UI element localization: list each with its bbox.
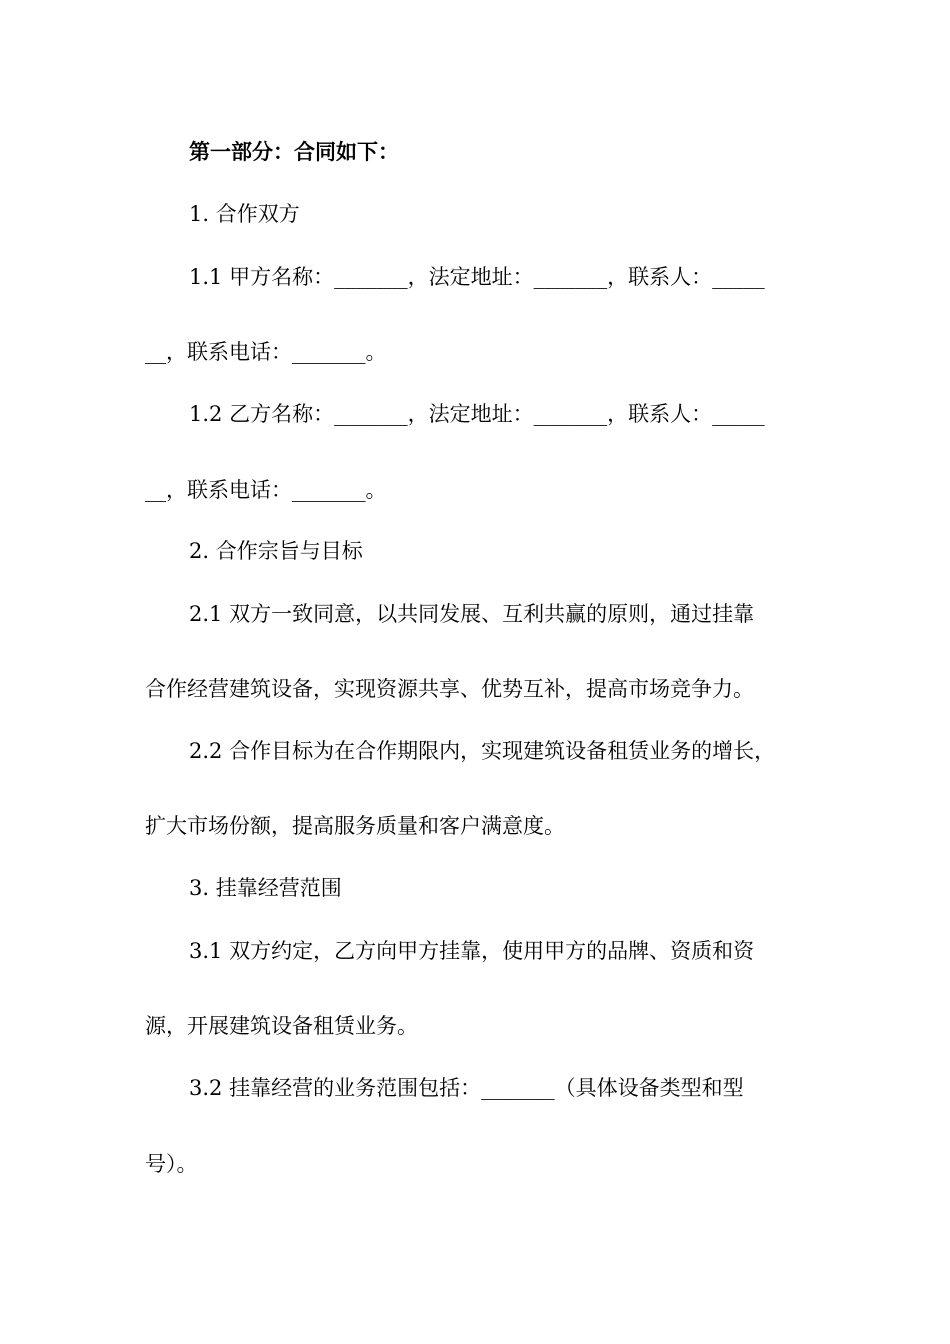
clause-3-1-line-2: 源，开展建筑设备租赁业务。 <box>145 1014 418 1038</box>
clause-2-1-line-1: 2.1 双方一致同意，以共同发展、互利共赢的原则，通过挂靠 <box>189 602 755 626</box>
clause-1-1-line-2: __，联系电话：_______。 <box>145 340 387 364</box>
clause-3-1-line-1: 3.1 双方约定，乙方向甲方挂靠，使用甲方的品牌、资质和资 <box>189 939 755 963</box>
clause-heading-3: 3. 挂靠经营范围 <box>189 876 342 900</box>
clause-3-2-line-1: 3.2 挂靠经营的业务范围包括：_______（具体设备类型和型 <box>189 1076 744 1100</box>
clause-2-2-line-2: 扩大市场份额，提高服务质量和客户满意度。 <box>145 814 565 838</box>
clause-2-1-line-2: 合作经营建筑设备，实现资源共享、优势互补，提高市场竞争力。 <box>145 677 754 701</box>
section-title: 第一部分：合同如下： <box>189 139 399 164</box>
clause-3-2-line-2: 号）。 <box>145 1152 198 1176</box>
clause-heading-1: 1. 合作双方 <box>189 202 300 226</box>
clause-1-2-line-1: 1.2 乙方名称：_______，法定地址：_______，联系人：_____ <box>189 402 765 426</box>
clause-1-1-line-1: 1.1 甲方名称：_______，法定地址：_______，联系人：_____ <box>189 265 765 289</box>
clause-1-2-line-2: __，联系电话：_______。 <box>145 478 387 502</box>
clause-2-2-line-1: 2.2 合作目标为在合作期限内，实现建筑设备租赁业务的增长， <box>189 739 776 763</box>
clause-heading-2: 2. 合作宗旨与目标 <box>189 539 363 563</box>
